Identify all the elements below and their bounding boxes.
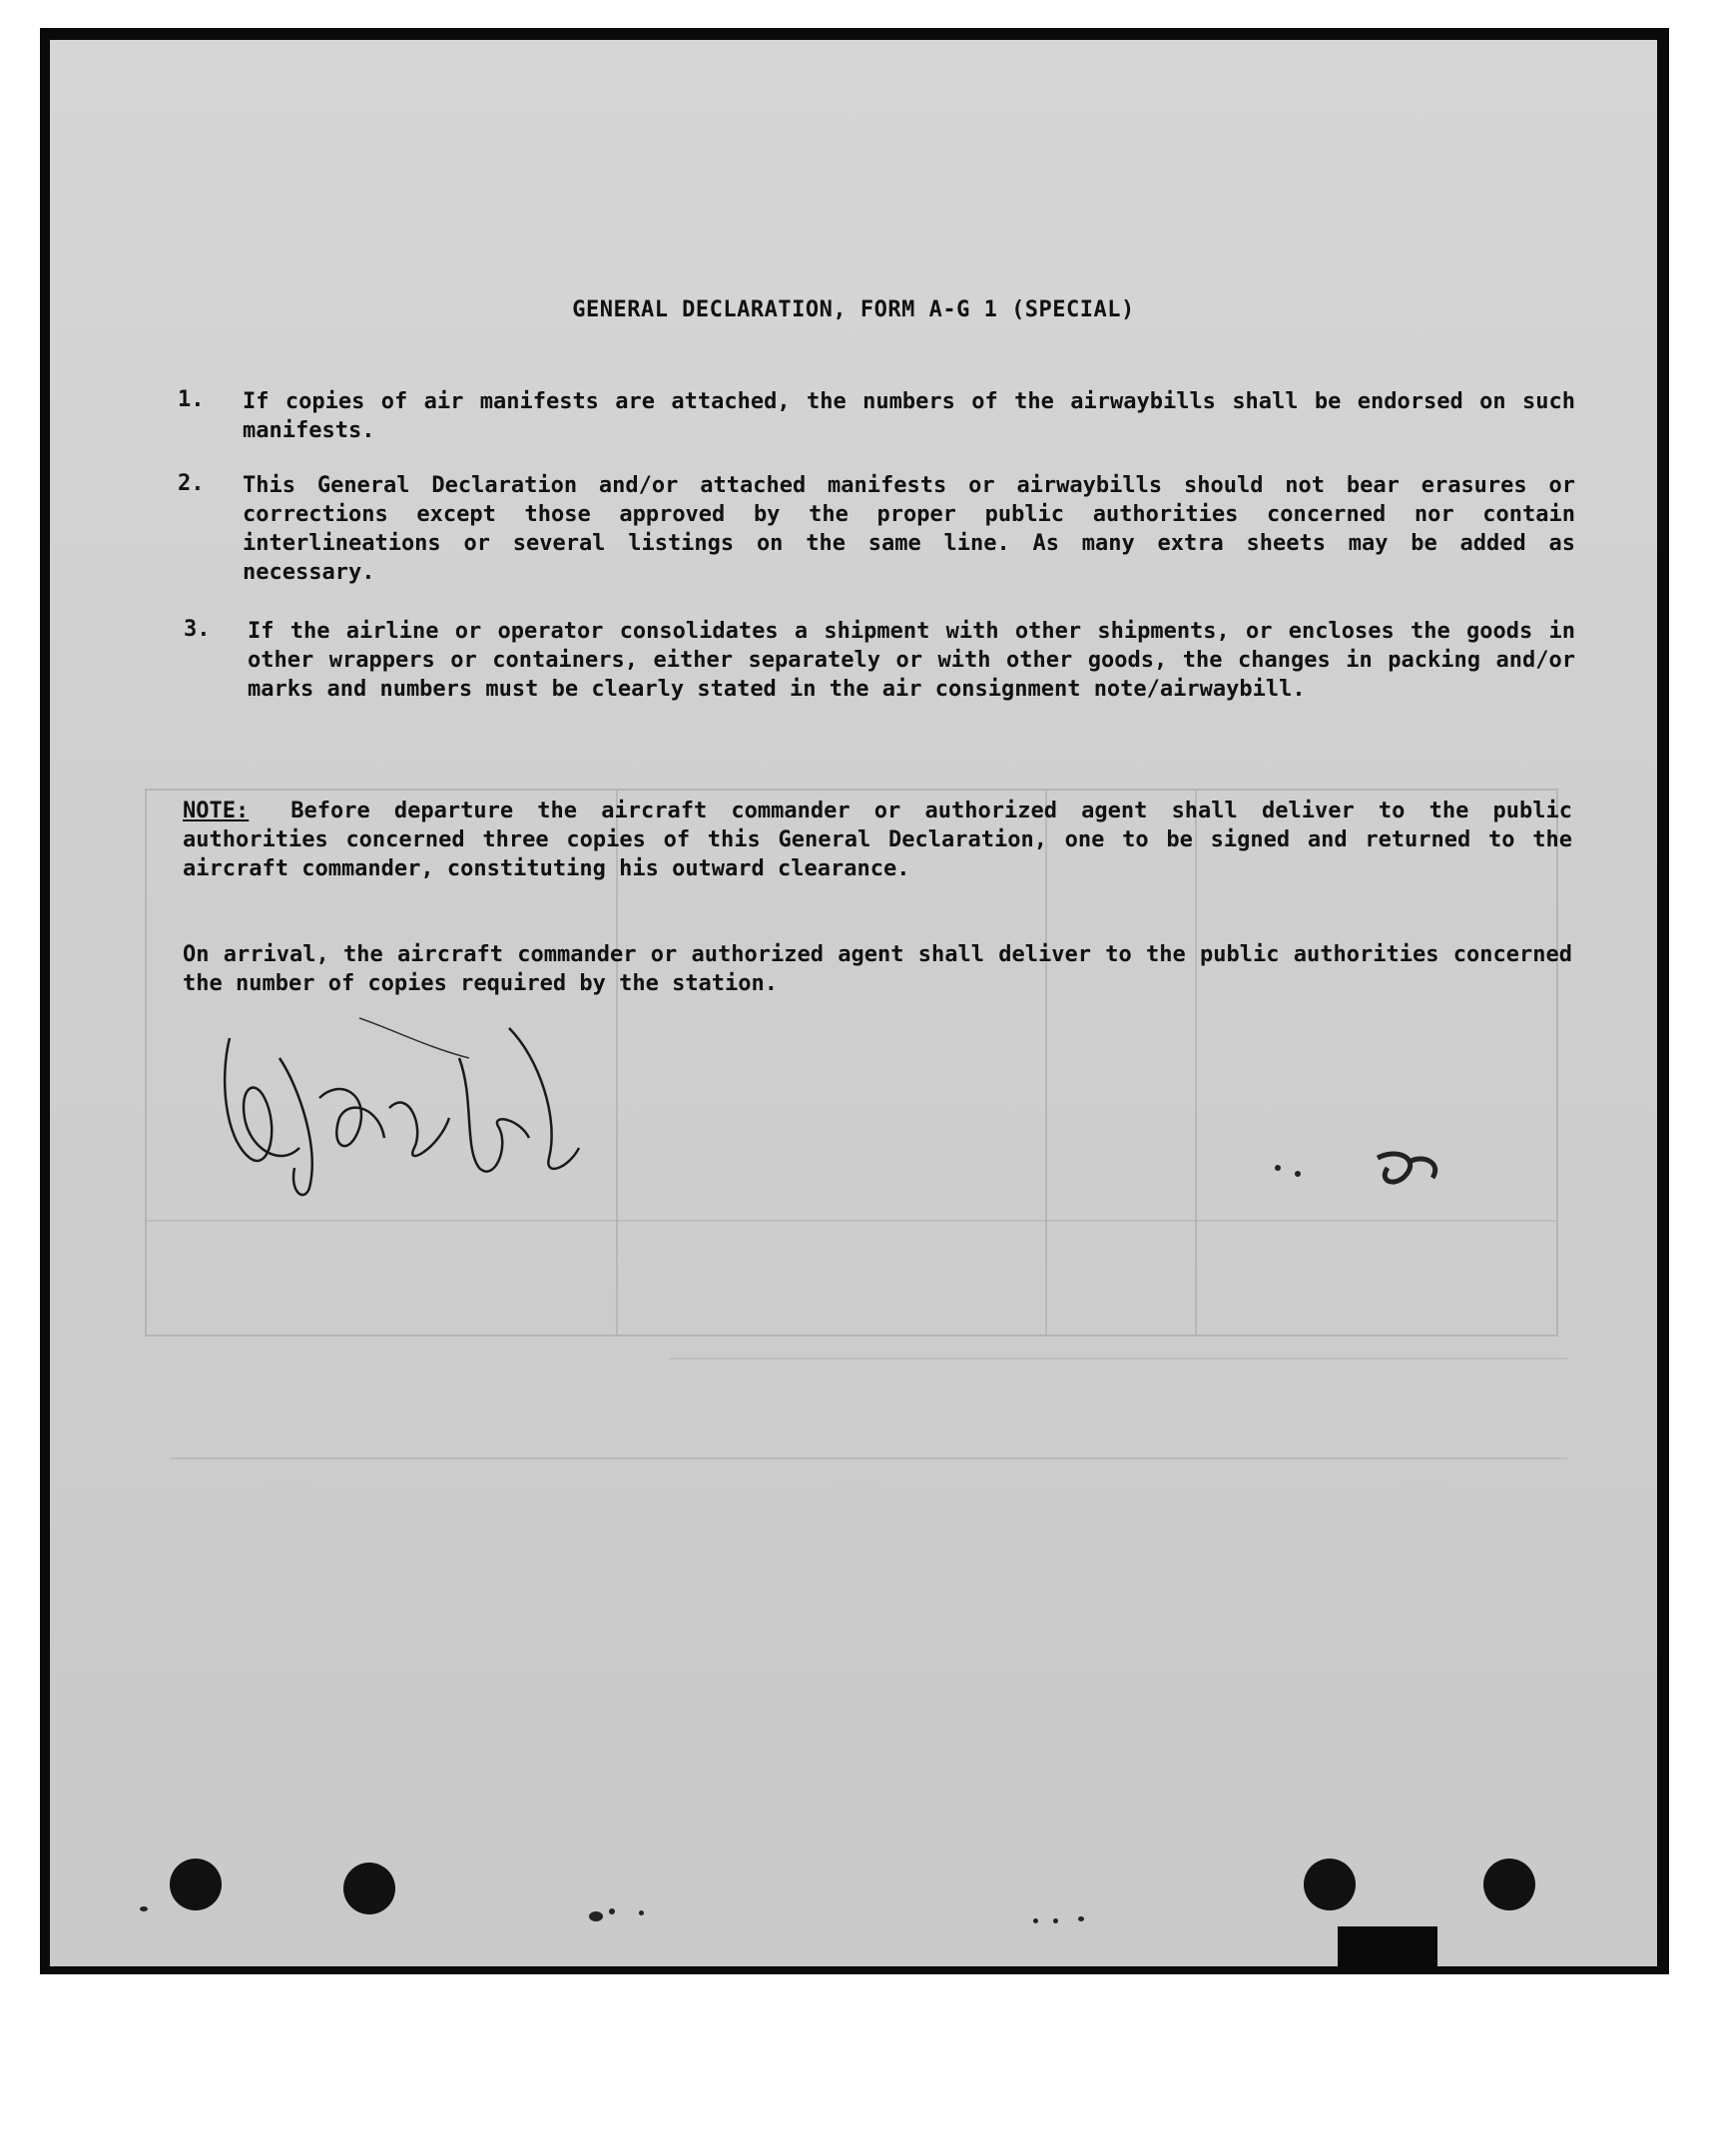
ink-speck bbox=[1053, 1918, 1058, 1923]
punch-hole bbox=[1304, 1859, 1356, 1910]
bleed-through-line bbox=[170, 1457, 1567, 1459]
ink-speck bbox=[639, 1910, 644, 1915]
ink-speck bbox=[1033, 1918, 1038, 1923]
punch-hole bbox=[170, 1859, 222, 1910]
item-number: 1. bbox=[178, 387, 205, 412]
handwritten-signature bbox=[210, 998, 609, 1218]
instruction-item-1 bbox=[178, 387, 1575, 447]
ink-speck bbox=[589, 1911, 603, 1921]
bleed-through-line bbox=[669, 1357, 1567, 1359]
item-text: If the airline or operator consolidates a shipment with other shipments, or encloses the goods in other wrappers or containers, either separately or with other goods, the changes in packing and/or marks and numbers must be clearly stated in the air consignment note/airwaybill. bbox=[248, 619, 1575, 702]
punch-hole bbox=[343, 1863, 395, 1914]
item-text: If copies of air manifests are attached, the numbers of the airwaybills shall be endorsed on such manifests. bbox=[243, 389, 1575, 443]
ink-speck bbox=[140, 1906, 148, 1911]
item-text: This General Declaration and/or attached manifests or airwaybills should not bear erasures or corrections except those approved by the proper public authorities concerned nor contain interlineations or several listings on the same line. As many extra sheets may be added as necessary. bbox=[243, 473, 1575, 585]
bleed-through-line bbox=[147, 1220, 1556, 1222]
item-number: 3. bbox=[184, 617, 211, 642]
note-paragraph bbox=[183, 797, 1572, 883]
document-sheet bbox=[50, 40, 1657, 1966]
instruction-item-3 bbox=[178, 617, 1575, 737]
punch-hole bbox=[1483, 1859, 1535, 1910]
torn-corner bbox=[1338, 1926, 1437, 1966]
note-text: Before departure the aircraft commander or authorized agent shall deliver to the public authorities concerned three copies of this General Declaration, one to be signed and returned to the aircraft commander, constituting his outward clearance. bbox=[183, 799, 1572, 881]
note-label: NOTE: bbox=[183, 799, 250, 823]
ink-speck bbox=[1078, 1916, 1084, 1921]
ink-speck bbox=[609, 1908, 615, 1914]
instruction-item-2 bbox=[178, 471, 1575, 591]
document-title: GENERAL DECLARATION, FORM A-G 1 (SPECIAL) bbox=[572, 297, 1135, 322]
stamp-mark bbox=[1258, 1138, 1457, 1198]
arrival-paragraph: On arrival, the aircraft commander or authorized agent shall deliver to the public authorities concerned the number of copies required by the station. bbox=[183, 942, 1572, 996]
item-number: 2. bbox=[178, 471, 205, 496]
